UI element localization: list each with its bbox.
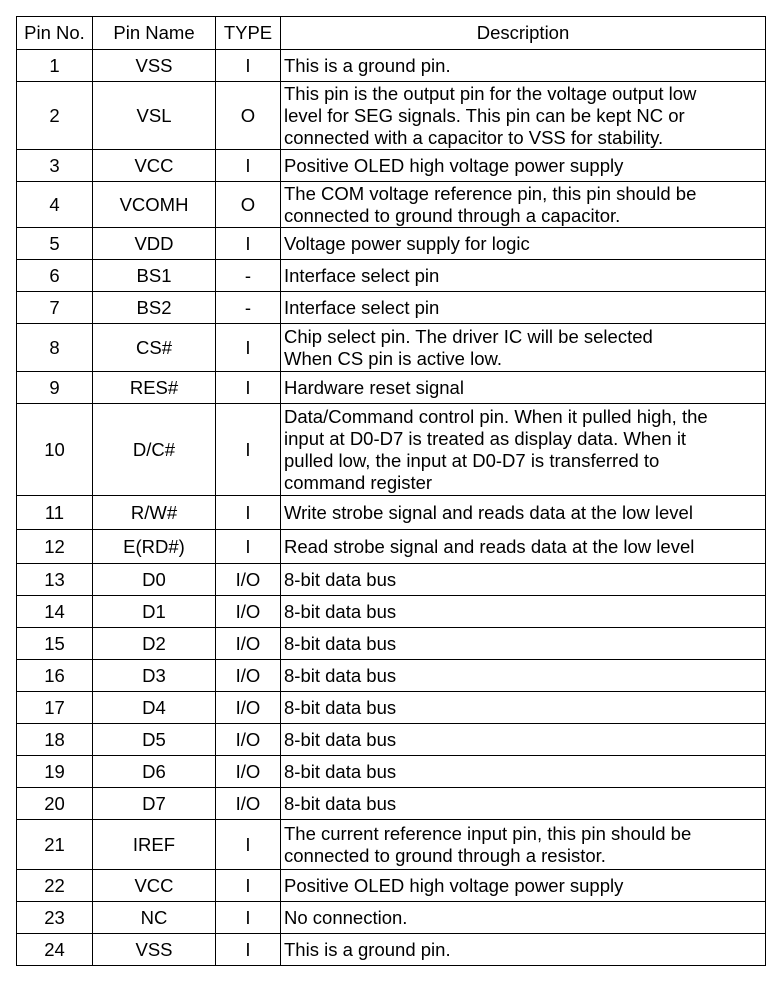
header-type: TYPE (216, 17, 281, 50)
table-row (17, 530, 766, 564)
pin-number-cell: 10 (17, 404, 93, 496)
description-line: Read strobe signal and reads data at the low level (284, 535, 695, 557)
pin-name-cell: E(RD#) (93, 530, 216, 564)
pin-name-cell: D3 (93, 660, 216, 692)
pin-type-cell: I (216, 820, 281, 870)
pin-description-cell (281, 660, 766, 692)
pin-number-cell: 14 (17, 596, 93, 628)
pin-name-cell: VSL (93, 82, 216, 150)
header-row (17, 17, 766, 50)
table-row (17, 660, 766, 692)
pin-description-cell (281, 564, 766, 596)
pin-description-cell (281, 934, 766, 966)
description-line: 8-bit data bus (284, 792, 397, 814)
description-line: When CS pin is active low. (284, 347, 502, 369)
pin-description-cell (281, 820, 766, 870)
pin-name-cell: D6 (93, 756, 216, 788)
pin-number-cell: 21 (17, 820, 93, 870)
table-row (17, 496, 766, 530)
table-row (17, 820, 766, 870)
pin-number-cell: 8 (17, 324, 93, 372)
description-line: This is a ground pin. (284, 938, 451, 960)
table-row (17, 50, 766, 82)
description-line: connected with a capacitor to VSS for stability. (284, 126, 664, 148)
description-line: 8-bit data bus (284, 696, 397, 718)
pin-name-cell: D5 (93, 724, 216, 756)
pin-name-cell: D0 (93, 564, 216, 596)
description-line: command register (284, 471, 433, 493)
pin-type-cell: O (216, 82, 281, 150)
pin-description-cell (281, 756, 766, 788)
pin-description-cell (281, 902, 766, 934)
pin-number-cell: 19 (17, 756, 93, 788)
table-row (17, 756, 766, 788)
table-row (17, 292, 766, 324)
pin-number-cell: 22 (17, 870, 93, 902)
pin-description-cell (281, 182, 766, 228)
pin-type-cell: I (216, 324, 281, 372)
pin-name-cell: D/C# (93, 404, 216, 496)
pin-type-cell: I (216, 228, 281, 260)
pin-number-cell: 13 (17, 564, 93, 596)
pin-description-cell (281, 724, 766, 756)
pin-number-cell: 24 (17, 934, 93, 966)
pin-type-cell: I (216, 530, 281, 564)
table-row (17, 902, 766, 934)
pin-name-cell: VSS (93, 50, 216, 82)
pin-name-cell: D4 (93, 692, 216, 724)
pin-number-cell: 5 (17, 228, 93, 260)
pin-description-cell (281, 496, 766, 530)
description-line: The COM voltage reference pin, this pin should be (284, 182, 697, 204)
description-line: pulled low, the input at D0-D7 is transferred to (284, 449, 660, 471)
pin-type-cell: I (216, 50, 281, 82)
description-line: 8-bit data bus (284, 632, 397, 654)
description-line: The current reference input pin, this pin should be (284, 822, 692, 844)
pin-description-cell (281, 260, 766, 292)
pin-type-cell: I/O (216, 756, 281, 788)
pin-name-cell: D7 (93, 788, 216, 820)
pin-number-cell: 23 (17, 902, 93, 934)
description-line: connected to ground through a capacitor. (284, 204, 621, 226)
pin-type-cell: I/O (216, 724, 281, 756)
pin-number-cell: 12 (17, 530, 93, 564)
pin-number-cell: 3 (17, 150, 93, 182)
pin-type-cell: I (216, 934, 281, 966)
pin-description-cell (281, 82, 766, 150)
pin-number-cell: 2 (17, 82, 93, 150)
pin-name-cell: RES# (93, 372, 216, 404)
pin-type-cell: - (216, 260, 281, 292)
description-line: connected to ground through a resistor. (284, 844, 606, 866)
description-line: 8-bit data bus (284, 664, 397, 686)
pin-type-cell: - (216, 292, 281, 324)
pin-type-cell: I/O (216, 692, 281, 724)
pin-type-cell: I (216, 496, 281, 530)
pin-description-cell (281, 292, 766, 324)
pin-name-cell: VCC (93, 150, 216, 182)
pin-number-cell: 15 (17, 628, 93, 660)
table-row (17, 692, 766, 724)
pin-description-cell (281, 788, 766, 820)
pin-description-cell (281, 404, 766, 496)
description-line: 8-bit data bus (284, 728, 397, 750)
table-row (17, 228, 766, 260)
pin-type-cell: I/O (216, 564, 281, 596)
table-row (17, 564, 766, 596)
pin-name-cell: D2 (93, 628, 216, 660)
pin-name-cell: VDD (93, 228, 216, 260)
header-pin-no: Pin No. (17, 17, 93, 50)
description-line: This pin is the output pin for the voltage output low (284, 82, 697, 104)
description-line: Data/Command control pin. When it pulled high, the (284, 405, 708, 427)
description-line: 8-bit data bus (284, 600, 397, 622)
pin-name-cell: VCOMH (93, 182, 216, 228)
pin-name-cell: R/W# (93, 496, 216, 530)
pin-description-cell (281, 150, 766, 182)
description-line: Hardware reset signal (284, 376, 464, 398)
pin-name-cell: VCC (93, 870, 216, 902)
description-line: Positive OLED high voltage power supply (284, 154, 624, 176)
table-row (17, 82, 766, 150)
pin-description-cell (281, 628, 766, 660)
pin-description-cell (281, 692, 766, 724)
pin-description-cell (281, 50, 766, 82)
description-line: Voltage power supply for logic (284, 232, 530, 254)
pin-number-cell: 18 (17, 724, 93, 756)
pin-number-cell: 1 (17, 50, 93, 82)
table-row (17, 372, 766, 404)
pin-number-cell: 6 (17, 260, 93, 292)
pin-description-cell (281, 372, 766, 404)
header-description: Description (281, 17, 766, 50)
pin-type-cell: I/O (216, 596, 281, 628)
table-row (17, 596, 766, 628)
table-row (17, 260, 766, 292)
pin-description-cell (281, 228, 766, 260)
description-line: level for SEG signals. This pin can be kept NC or (284, 104, 685, 126)
pin-description-cell (281, 324, 766, 372)
description-line: input at D0-D7 is treated as display data. When it (284, 427, 687, 449)
pin-name-cell: BS2 (93, 292, 216, 324)
pin-rows (17, 50, 766, 966)
pin-number-cell: 4 (17, 182, 93, 228)
pin-type-cell: I/O (216, 628, 281, 660)
pin-type-cell: I (216, 372, 281, 404)
pin-name-cell: CS# (93, 324, 216, 372)
description-line: Write strobe signal and reads data at the low level (284, 501, 693, 523)
pin-description-cell (281, 596, 766, 628)
description-line: 8-bit data bus (284, 568, 397, 590)
table-row (17, 870, 766, 902)
description-line: Chip select pin. The driver IC will be selected (284, 325, 653, 347)
table-row (17, 150, 766, 182)
pin-number-cell: 7 (17, 292, 93, 324)
table-row (17, 788, 766, 820)
table-row (17, 324, 766, 372)
pin-description-cell (281, 530, 766, 564)
pin-table (16, 16, 766, 966)
pin-type-cell: I (216, 404, 281, 496)
table-row (17, 724, 766, 756)
pin-type-cell: I/O (216, 660, 281, 692)
table-row (17, 404, 766, 496)
pin-type-cell: I (216, 150, 281, 182)
pin-name-cell: IREF (93, 820, 216, 870)
pin-type-cell: I (216, 902, 281, 934)
pin-number-cell: 11 (17, 496, 93, 530)
description-line: Positive OLED high voltage power supply (284, 874, 624, 896)
pin-name-cell: BS1 (93, 260, 216, 292)
description-line: Interface select pin (284, 296, 440, 318)
description-line: No connection. (284, 906, 408, 928)
description-line: Interface select pin (284, 264, 440, 286)
pin-name-cell: NC (93, 902, 216, 934)
pin-type-cell: I (216, 870, 281, 902)
table-row (17, 934, 766, 966)
pin-number-cell: 20 (17, 788, 93, 820)
pin-name-cell: VSS (93, 934, 216, 966)
pin-type-cell: O (216, 182, 281, 228)
table-row (17, 182, 766, 228)
pin-number-cell: 16 (17, 660, 93, 692)
pin-name-cell: D1 (93, 596, 216, 628)
pin-number-cell: 17 (17, 692, 93, 724)
description-line: This is a ground pin. (284, 54, 451, 76)
pin-number-cell: 9 (17, 372, 93, 404)
pin-type-cell: I/O (216, 788, 281, 820)
description-line: 8-bit data bus (284, 760, 397, 782)
header-pin-name: Pin Name (93, 17, 216, 50)
pin-description-cell (281, 870, 766, 902)
table-row (17, 628, 766, 660)
